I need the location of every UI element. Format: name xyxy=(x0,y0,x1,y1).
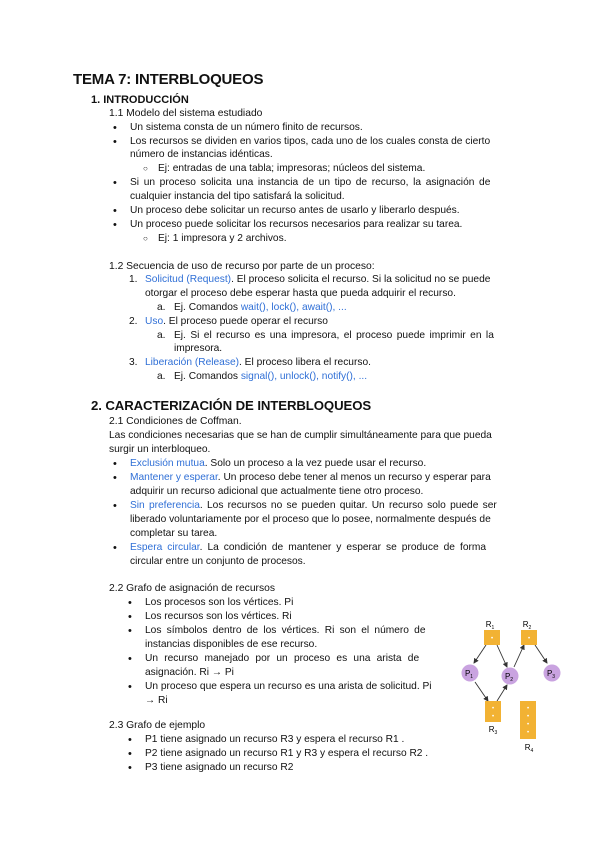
sub-list-item: ○ Ej: 1 impresora y 2 archivos. xyxy=(158,232,287,246)
sub-list-item: ○ Ej: entradas de una tabla; impresoras; núcleos del sistema. xyxy=(158,162,425,176)
list-item: • Un recurso manejado por un proceso es una arista de xyxy=(145,652,419,666)
paragraph: Las condiciones necesarias que se han de cumplir simultáneamente para que pueda xyxy=(109,430,492,441)
svg-text:•: • xyxy=(526,722,530,728)
command-list: wait(), lock(), await(), ... xyxy=(240,302,347,313)
coffman-condition: • Mantener y esperar. Un proceso debe tener al menos un recurso y esperar para xyxy=(130,471,491,485)
subsection-1-1-heading: 1.1 Modelo del sistema estudiado xyxy=(109,108,263,119)
page-title: TEMA 7: INTERBLOQUEOS xyxy=(73,71,264,88)
subsection-2-2-heading: 2.2 Grafo de asignación de recursos xyxy=(109,583,275,594)
resource-r1-instance: • xyxy=(490,636,494,642)
keyword-circular-wait: Espera circular xyxy=(130,542,200,553)
sub-item-continuation: impresora. xyxy=(174,343,223,354)
coffman-condition: • Espera circular. La condición de mantener y esperar se produce de forma xyxy=(130,541,486,555)
resource-r1-label: $R_1$ xyxy=(485,620,495,631)
process-p3-label: $P_3$ xyxy=(546,669,556,680)
coffman-condition: • Sin preferencia. Los recursos no se pueden quitar. Un recurso solo puede ser xyxy=(130,499,497,513)
list-item: • P1 tiene asignado un recurso R3 y espera el recurso R1 . xyxy=(145,733,404,747)
edge-r1-p2 xyxy=(497,645,507,667)
svg-text:•: • xyxy=(491,714,495,720)
numbered-item-continuation: otorgar el proceso debe esperar hasta que pueda adquirir el recurso. xyxy=(145,288,456,299)
section-1-heading: 1. INTRODUCCIÓN xyxy=(91,94,189,106)
resource-allocation-graph xyxy=(455,615,575,760)
resource-r2-label: $R_2$ xyxy=(522,620,532,631)
keyword-request: Solicitud (Request) xyxy=(145,274,232,285)
list-item-continuation: número de instancias idénticas. xyxy=(130,149,273,160)
list-item-continuation: completar su tarea. xyxy=(130,528,218,539)
subsection-1-2-heading: 1.2 Secuencia de uso de recurso por parte de un proceso: xyxy=(109,261,375,272)
keyword-no-preemption: Sin preferencia xyxy=(130,500,200,511)
list-item: • Los procesos son los vértices. Pi xyxy=(145,596,293,610)
list-item: • Los símbolos dentro de los vértices. Ri son el número de xyxy=(145,624,426,638)
keyword-use: Uso xyxy=(145,316,164,327)
list-item-continuation: cualquier instancia del tipo satisfará la solicitud. xyxy=(130,191,345,202)
numbered-item-1-number: 1. xyxy=(129,274,138,285)
keyword-hold-and-wait: Mantener y esperar xyxy=(130,472,218,483)
keyword-release: Liberación (Release) xyxy=(145,357,240,368)
paragraph-continuation: surgir un interbloqueo. xyxy=(109,444,211,455)
keyword-mutual-exclusion: Exclusión mutua xyxy=(130,458,205,469)
list-item: • Un proceso puede solicitar los recursos necesarios para realizar su tarea. xyxy=(130,218,462,232)
list-item-continuation: instancias disponibles de ese recurso. xyxy=(145,639,318,650)
svg-text:•: • xyxy=(526,706,530,712)
list-item: • Los recursos son los vértices. Ri xyxy=(145,610,292,624)
list-item-continuation: adquirir un recurso adicional que actualmente tiene otro proceso. xyxy=(130,486,424,497)
numbered-item-3: Liberación (Release). El proceso libera el recurso. xyxy=(145,357,371,368)
list-item: • Un sistema consta de un número finito de recursos. xyxy=(130,121,363,135)
resource-r2-instance: • xyxy=(527,636,531,642)
edge-r3-p2 xyxy=(497,685,507,701)
list-item: • P2 tiene asignado un recurso R1 y R3 y espera el recurso R2 . xyxy=(145,747,428,761)
process-p2-label: $P_2$ xyxy=(504,672,514,683)
sub-item: Ej. Comandos wait(), lock(), await(), ... xyxy=(174,302,347,313)
sub-item-letter: a. xyxy=(157,330,166,341)
svg-text:•: • xyxy=(526,730,530,736)
coffman-condition: • Exclusión mutua. Solo un proceso a la vez puede usar el recurso. xyxy=(130,457,426,471)
list-item-continuation: asignación. Ri → Pi xyxy=(145,667,234,678)
sub-item-letter: a. xyxy=(157,371,166,382)
list-item-continuation: liberado voluntariamente por el proceso que lo posee, normalmente después de xyxy=(130,514,491,525)
sub-item: Ej. Si el recurso es una impresora, el proceso puede imprimir en la xyxy=(174,330,494,341)
list-item: • Los recursos se dividen en varios tipos, cada uno de los cuales consta de cierto xyxy=(130,135,490,149)
list-item: • Si un proceso solicita una instancia de un tipo de recurso, la asignación de xyxy=(130,176,490,190)
list-item: • Un proceso debe solicitar un recurso antes de usarlo y liberarlo después. xyxy=(130,204,460,218)
edge-p2-r2 xyxy=(514,645,524,667)
list-item-continuation: → Ri xyxy=(145,695,168,706)
list-item-continuation: circular entre un conjunto de procesos. xyxy=(130,556,306,567)
svg-text:•: • xyxy=(491,706,495,712)
section-2-heading: 2. CARACTERIZACIÓN DE INTERBLOQUEOS xyxy=(91,398,372,413)
command-list: signal(), unlock(), notify(), ... xyxy=(240,371,368,382)
process-p1-label: $P_1$ xyxy=(464,669,474,680)
list-item: • Un proceso que espera un recurso es una arista de solicitud. Pi xyxy=(145,680,432,694)
svg-text:•: • xyxy=(526,714,530,720)
sub-item-letter: a. xyxy=(157,302,166,313)
numbered-item-2: Uso. El proceso puede operar el recurso xyxy=(145,316,328,327)
numbered-item-1: Solicitud (Request). El proceso solicita el recurso. Si la solicitud no se puede xyxy=(145,274,491,285)
list-item: • P3 tiene asignado un recurso R2 xyxy=(145,761,293,775)
sub-item: Ej. Comandos signal(), unlock(), notify(), ... xyxy=(174,371,368,382)
subsection-2-1-heading: 2.1 Condiciones de Coffman. xyxy=(109,416,242,427)
edge-r2-p3 xyxy=(535,645,547,663)
numbered-item-3-number: 3. xyxy=(129,357,138,368)
edge-r1-p1 xyxy=(474,645,486,663)
resource-r3-label: $R_3$ xyxy=(488,725,498,736)
subsection-2-3-heading: 2.3 Grafo de ejemplo xyxy=(109,720,206,731)
edge-p1-r3 xyxy=(475,682,488,701)
numbered-item-2-number: 2. xyxy=(129,316,138,327)
resource-r4-label: $R_4$ xyxy=(524,743,534,754)
